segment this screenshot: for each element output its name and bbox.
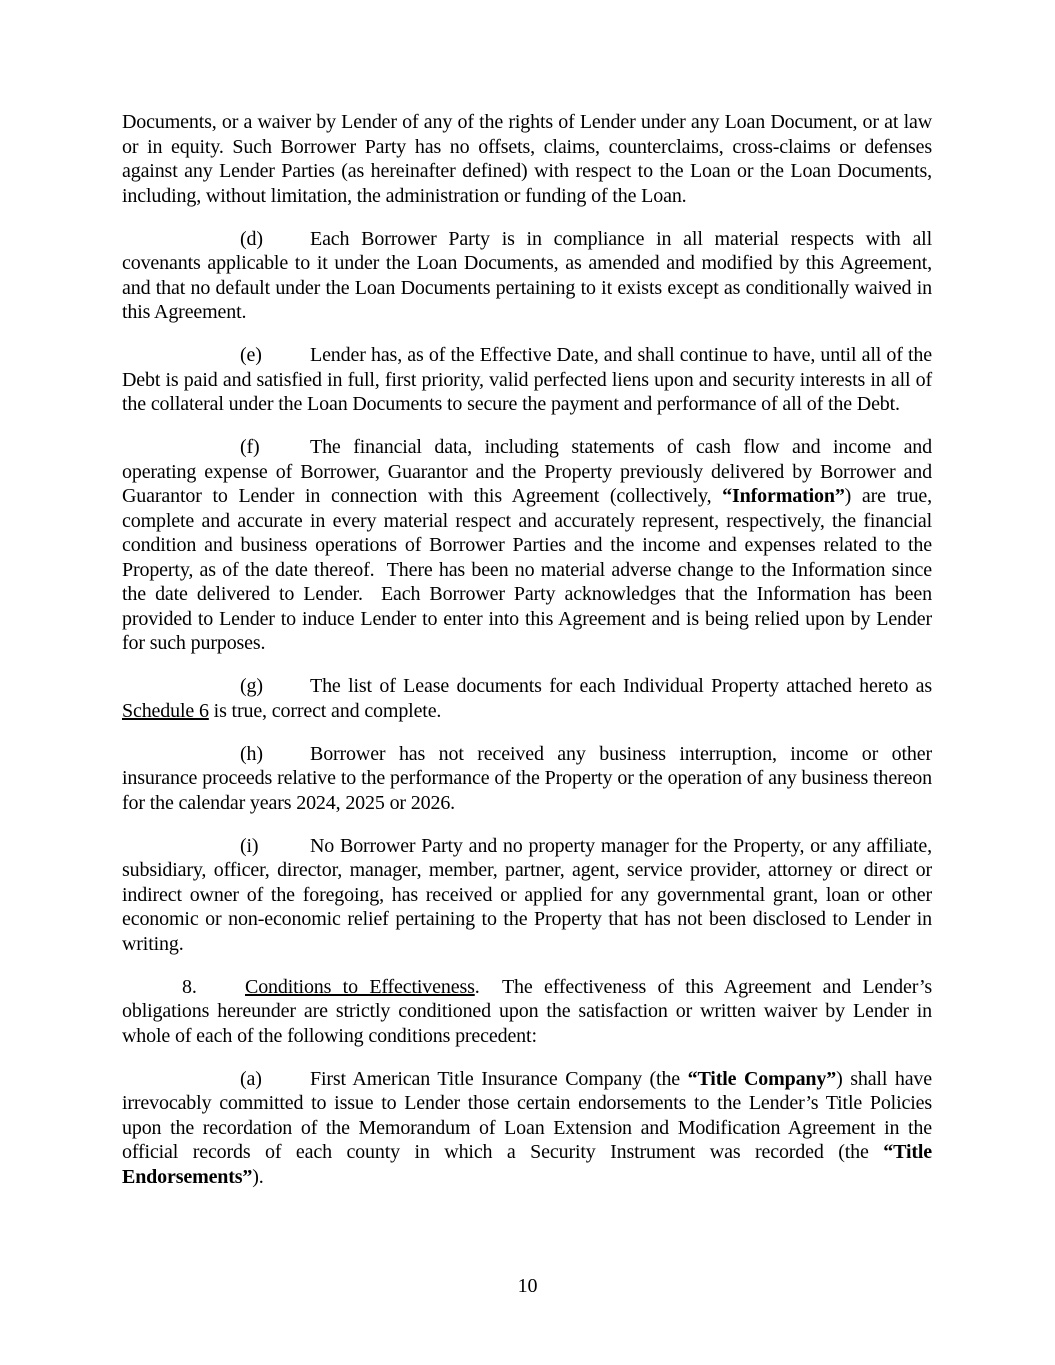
document-body [122, 110, 932, 1189]
text-run: ) are true, complete and accurate in every material respect and accurately represent, respectively, the financial condition and business operations of Borrower Parties and the income and expenses related to the Property, as of the date thereof. There has been no material adverse change to the Information since the date delivered to Lender. Each Borrower Party acknowledges that the Information has been provided to Lender to induce Lender to enter into this Agreement and is being relied upon by Lender for such purposes. [122, 485, 932, 654]
text-run: ). [252, 1165, 264, 1188]
text-run: Conditions to Effectiveness [245, 975, 475, 998]
paragraph-label: 8. [182, 975, 197, 998]
text-run: is true, correct and complete. [208, 699, 442, 722]
paragraph-a [122, 1067, 932, 1190]
paragraph-i [122, 834, 932, 957]
paragraph-label: (a) [240, 1067, 262, 1090]
text-run: First American Title Insurance Company (the [310, 1067, 688, 1090]
text-run: The financial data, including statements of cash flow and income and operating expense of Borrower, Guarantor and the Property previously delivered by Borrower and Guarantor to Lender in connection with this Agreement (collectively, [122, 436, 932, 507]
paragraph-h [122, 742, 932, 816]
paragraph-label: (f) [240, 436, 260, 458]
paragraph-g [122, 674, 932, 723]
paragraph-d [122, 227, 932, 325]
paragraph-label: (h) [240, 742, 263, 765]
paragraph-label: (e) [240, 344, 262, 366]
text-run: “Title Company” [687, 1067, 837, 1090]
paragraph-label: (i) [240, 834, 259, 857]
text-run: ) shall have irrevocably committed to issue to Lender those certain endorsements to the Lender’s Title Policies upon the recordation of the Memorandum of Loan Extension and Modification Agreement in the official records of each county in which a Security Instrument was recorded (the [122, 1067, 932, 1163]
text-run: . The effectiveness of this Agreement and Lender’s obligations hereunder are strictly conditioned upon the satisfaction or written waiver by Lender in whole of each of the following conditions precedent: [122, 975, 932, 1047]
text-run: The list of Lease documents for each Individual Property attached hereto as [310, 675, 932, 697]
text-run: Lender has, as of the Effective Date, and shall continue to have, until all of the Debt is paid and satisfied in full, first priority, valid perfected liens upon and security interests in all of the collateral under the Loan Documents to secure the payment and performance of all of the Debt. [122, 344, 932, 415]
paragraph-label: (g) [240, 675, 263, 697]
text-run: “Title Endorsements” [122, 1141, 932, 1188]
paragraph-body [122, 110, 932, 208]
text-run: No Borrower Party and no property manager for the Property, or any affiliate, subsidiary, officer, director, manager, member, partner, agent, service provider, attorney or direct or indirect owner of the foregoing, has received or applied for any governmental grant, loan or other economic or non-economic relief pertaining to the Property that has not been disclosed to Lender in writing. [122, 834, 932, 955]
text-run: Documents, or a waiver by Lender of any of the rights of Lender under any Loan Document, or at law or in equity. Such Borrower Party has no offsets, claims, counterclaims, cross-claims or defenses against any Lender Parties (as hereinafter defined) with respect to the Loan or the Loan Documents, including, without limitation, the administration or funding of the Loan. [122, 111, 932, 207]
paragraph-label: (d) [240, 227, 263, 250]
text-run: Borrower has not received any business interruption, income or other insurance proceeds relative to the performance of the Property or the operation of any business thereon for the calendar years 2024, 2025 or 2026. [122, 742, 932, 814]
paragraph-f [122, 435, 932, 656]
text-run: Each Borrower Party is in compliance in all material respects with all covenants applicable to it under the Loan Documents, as amended and modified by this Agreement, and that no default under the Loan Documents pertaining to it exists except as conditionally waived in this Agreement. [122, 227, 932, 323]
text-run: Schedule 6 [122, 699, 209, 722]
page-number: 10 [517, 1275, 538, 1297]
paragraph-8 [122, 975, 932, 1049]
paragraph-e [122, 343, 932, 417]
text-run: “Information” [722, 485, 845, 507]
